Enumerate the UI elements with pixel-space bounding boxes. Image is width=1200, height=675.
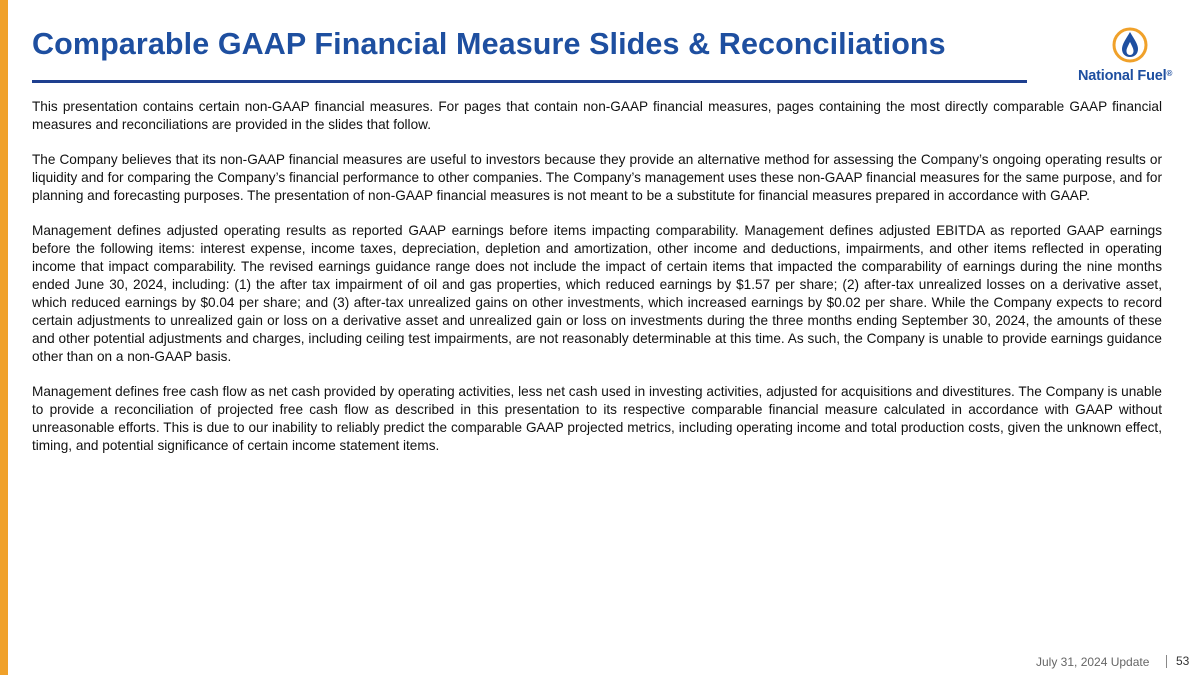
slide-title: Comparable GAAP Financial Measure Slides & Reconciliations [32,27,946,61]
title-underline [32,80,1027,83]
national-fuel-logo [1074,26,1189,86]
flame-droplet-icon [1112,26,1148,64]
logo-wordmark: National Fuel® [1078,68,1173,84]
slide-body [32,98,1162,472]
footer-divider [1166,655,1167,668]
page-number: 53 [1176,654,1190,668]
left-accent-bar [0,0,8,675]
paragraph-adjusted-results: Management defines adjusted operating results as reported GAAP earnings before items impacting comparability. Management defines adjusted EBITDA as reported GAAP earnings before the following items: interest expense, income taxes, depreciation, depletion and amortization, other income and deductions, impairments, and other items reflected in operating income that impact comparability. The revised earnings guidance range does not include the impact of certain items that impacted the comparability of earnings during the nine months ended June 30, 2024, including: (1) the after tax impairment of oil and gas properties, which reduced earnings by $1.57 per share; (2) after-tax unrealized losses on a derivative asset, which reduced earnings by $0.04 per share; and (3) after-tax unrealized gains on other investments, which increased earnings by $0.02 per share. While the Company expects to record certain adjustments to unrealized gain or loss on a derivative asset and unrealized gain or loss on investments during the three months ending September 30, 2024, the amounts of these and other potential adjustments and charges, including ceiling test impairments, are not reasonably determinable at this time. As such, the Company is unable to provide earnings guidance other than on a non-GAAP basis. [32,223,1162,364]
paragraph-usefulness: The Company believes that its non-GAAP financial measures are useful to investors because they provide an alternative method for assessing the Company’s ongoing operating results or liquidity and for comparing the Company’s financial performance to other companies. The Company’s management uses these non-GAAP financial measures for the same purpose, and for planning and forecasting purposes. The presentation of non-GAAP financial measures is not meant to be a substitute for financial measures prepared in accordance with GAAP. [32,152,1162,203]
paragraph-free-cash-flow: Management defines free cash flow as net cash provided by operating activities, less net cash used in investing activities, adjusted for acquisitions and divestitures. The Company is unable to provide a reconciliation of projected free cash flow as described in this presentation to its respective comparable financial measure calculated in accordance with GAAP without unreasonable efforts. This is due to our inability to reliably predict the comparable GAAP projected metrics, including operating income and total production costs, given the unknown effect, timing, and potential significance of certain income statement items. [32,384,1162,453]
paragraph-intro: This presentation contains certain non-GAAP financial measures. For pages that contain non-GAAP financial measures, pages containing the most directly comparable GAAP financial measures and reconciliations are provided in the slides that follow. [32,99,1162,132]
footer-date: July 31, 2024 Update [1036,655,1150,669]
